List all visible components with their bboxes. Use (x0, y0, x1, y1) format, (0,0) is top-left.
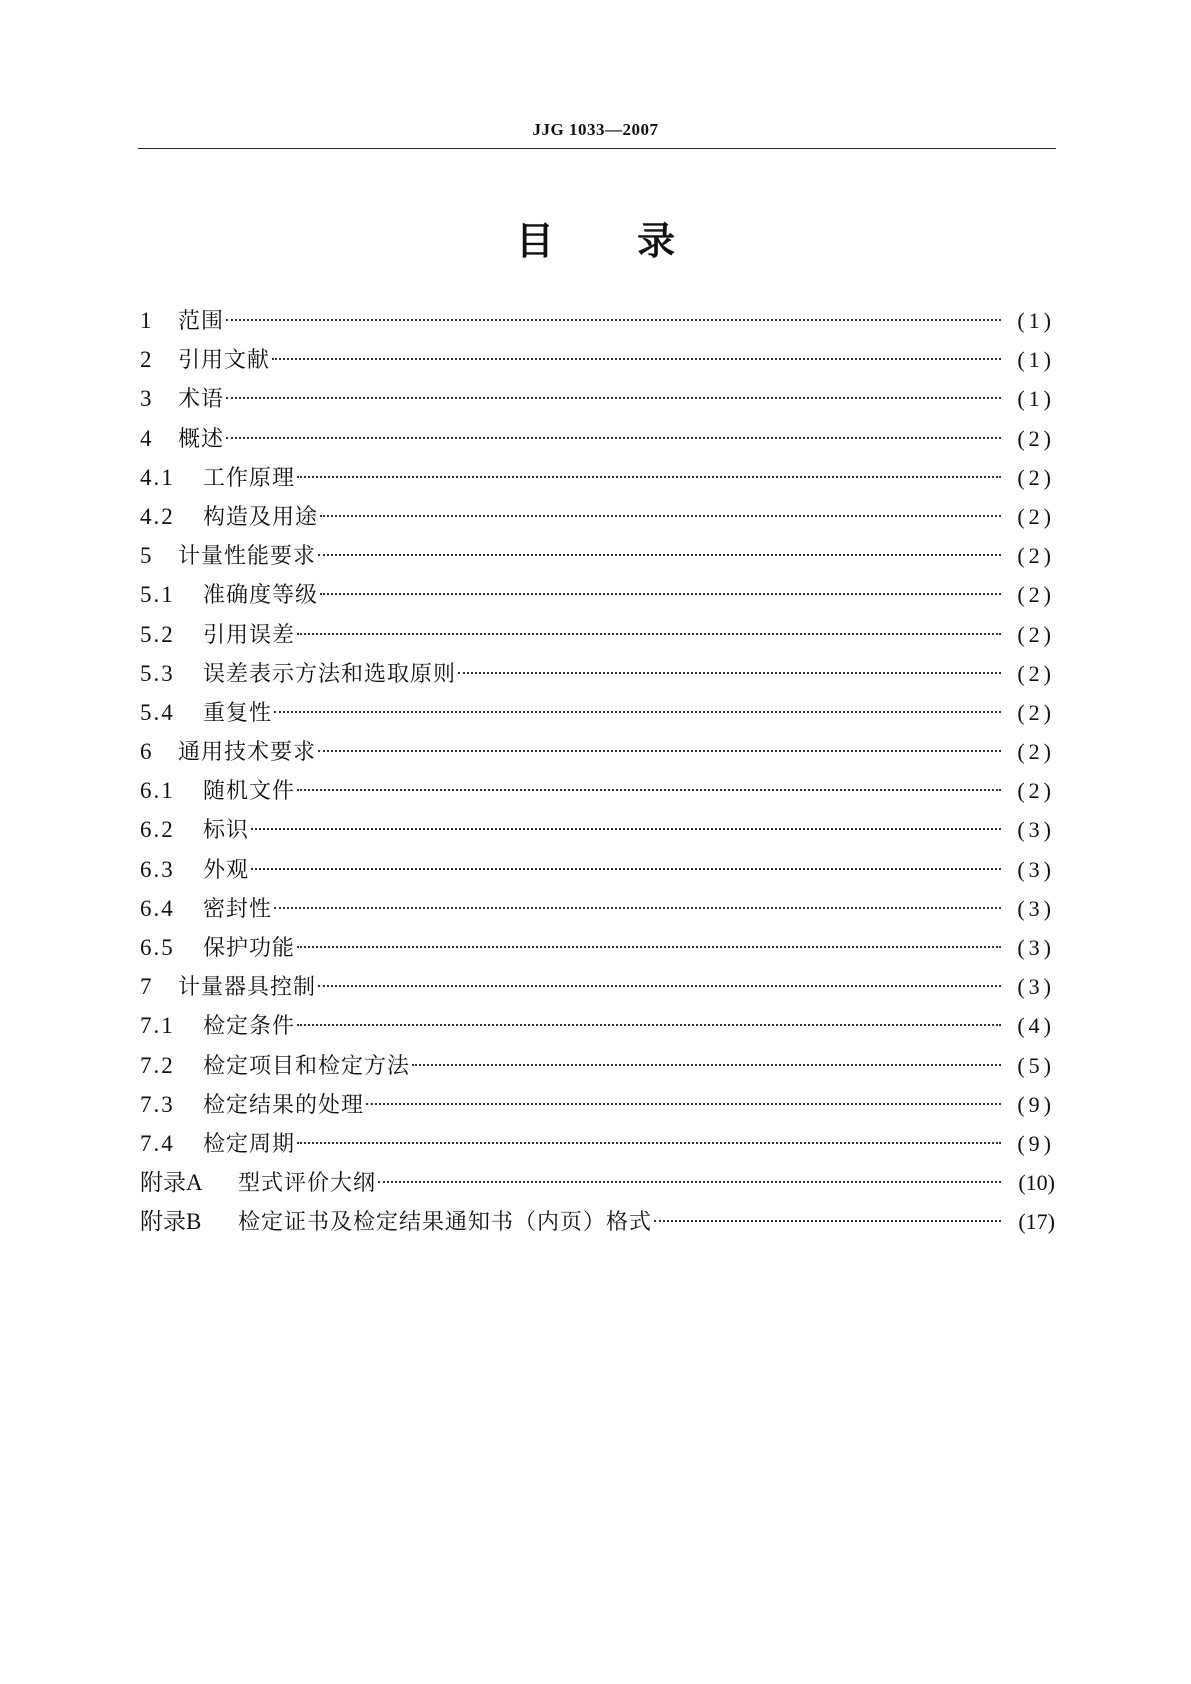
toc-entry[interactable] (140, 654, 1055, 693)
toc-dot-leader (412, 1064, 1001, 1066)
toc-dot-leader (272, 358, 1001, 360)
toc-entry[interactable] (140, 1085, 1055, 1124)
toc-entry-title: 计量性能要求 (178, 544, 317, 570)
toc-entry-number: 7 (140, 974, 154, 1000)
toc-entry-title: 引用误差 (203, 622, 296, 648)
toc-dot-leader (297, 633, 1001, 635)
toc-entry-title: 型式评价大纲 (238, 1171, 377, 1197)
toc-entry-number: 7.4 (140, 1130, 175, 1156)
toc-entry-title: 保护功能 (203, 936, 296, 961)
toc-dot-leader (320, 593, 1001, 595)
toc-dot-leader (297, 789, 1001, 791)
toc-entry-page: (1) (1017, 386, 1055, 412)
toc-entry-title: 检定证书及检定结果通知书（内页）格式 (238, 1210, 653, 1236)
toc-entry[interactable] (140, 928, 1055, 967)
toc-dot-leader (297, 946, 1001, 948)
toc-entry-page: (2) (1017, 464, 1055, 490)
toc-dot-leader (378, 1181, 1001, 1183)
toc-entry[interactable] (140, 693, 1055, 732)
toc-entry-number: 5.1 (140, 582, 175, 608)
toc-entry-page: (5) (1017, 1052, 1055, 1078)
toc-entry-number: 7.2 (140, 1052, 175, 1078)
toc-entry-number: 5 (140, 543, 154, 569)
toc-entry-title: 标识 (203, 818, 250, 844)
toc-entry-page: (9) (1017, 1091, 1055, 1117)
toc-entry-title: 引用文献 (178, 348, 271, 374)
toc-entry[interactable] (140, 1006, 1055, 1045)
toc-entry-title: 通用技术要求 (178, 740, 317, 766)
toc-entry-number: 6.2 (140, 817, 175, 843)
toc-entry-page: (2) (1017, 621, 1055, 647)
toc-dot-leader (318, 554, 1001, 556)
toc-entry[interactable] (140, 497, 1055, 536)
toc-entry-number: 附录B (140, 1209, 202, 1235)
toc-entry-page: (9) (1017, 1130, 1055, 1156)
toc-entry-title: 工作原理 (203, 465, 296, 491)
toc-entry[interactable] (140, 536, 1055, 575)
toc-entry-number: 1 (140, 308, 154, 333)
toc-entry[interactable] (140, 1202, 1055, 1241)
toc-entry-title: 密封性 (203, 896, 273, 922)
toc-entry-page: (2) (1017, 699, 1055, 725)
table-of-contents (140, 301, 1055, 1242)
toc-entry[interactable] (140, 301, 1055, 340)
toc-entry-number: 6.3 (140, 856, 175, 882)
toc-entry-title: 检定条件 (203, 1014, 296, 1040)
toc-entry-number: 4 (140, 425, 154, 451)
toc-entry-number: 附录A (140, 1170, 203, 1196)
toc-entry[interactable] (140, 458, 1055, 497)
toc-entry-page: (4) (1017, 1013, 1055, 1039)
toc-entry-number: 6.4 (140, 895, 175, 921)
toc-entry[interactable] (140, 889, 1055, 928)
toc-dot-leader (654, 1220, 1001, 1222)
toc-entry-page: (3) (1017, 935, 1055, 960)
toc-dot-leader (251, 868, 1001, 870)
toc-entry-number: 5.4 (140, 699, 175, 725)
toc-entry[interactable] (140, 419, 1055, 458)
toc-entry[interactable] (140, 1124, 1055, 1163)
toc-entry-page: (3) (1017, 856, 1055, 882)
toc-entry-title: 准确度等级 (203, 583, 319, 609)
toc-entry-title: 构造及用途 (203, 504, 319, 530)
toc-dot-leader (318, 750, 1001, 752)
toc-entry-page: (3) (1017, 974, 1055, 1000)
toc-entry[interactable] (140, 1046, 1055, 1085)
toc-entry[interactable] (140, 1163, 1055, 1202)
toc-entry[interactable] (140, 340, 1055, 379)
toc-entry-page: (3) (1017, 895, 1055, 921)
toc-entry-number: 6.1 (140, 778, 175, 804)
toc-entry-number: 2 (140, 347, 154, 373)
toc-entry-page: (2) (1017, 582, 1055, 608)
toc-entry-page: (1) (1017, 308, 1055, 333)
toc-entry[interactable] (140, 850, 1055, 889)
toc-dot-leader (297, 476, 1001, 478)
toc-entry-number: 4.2 (140, 503, 175, 529)
toc-entry-title: 概述 (178, 426, 225, 452)
toc-entry-number: 4.1 (140, 464, 175, 490)
toc-dot-leader (274, 711, 1001, 713)
toc-entry-title: 检定结果的处理 (203, 1092, 365, 1118)
toc-entry[interactable] (140, 771, 1055, 810)
toc-entry-title: 检定周期 (203, 1131, 296, 1157)
toc-entry-number: 5.3 (140, 660, 175, 686)
toc-dot-leader (297, 1024, 1001, 1026)
toc-entry-page: (2) (1017, 425, 1055, 451)
toc-entry-title: 误差表示方法和选取原则 (203, 661, 457, 687)
toc-entry-title: 检定项目和检定方法 (203, 1053, 411, 1079)
toc-entry-number: 6.5 (140, 935, 175, 960)
toc-entry-page: (2) (1017, 543, 1055, 569)
toc-entry-page: (17) (1018, 1209, 1055, 1235)
toc-entry[interactable] (140, 615, 1055, 654)
toc-entry-page: (3) (1017, 817, 1055, 843)
toc-entry-title: 范围 (178, 309, 225, 334)
toc-entry-page: (2) (1017, 503, 1055, 529)
toc-entry-page: (2) (1017, 660, 1055, 686)
toc-entry-page: (1) (1017, 347, 1055, 373)
toc-entry-title: 外观 (203, 857, 250, 883)
toc-entry-number: 7.1 (140, 1013, 175, 1039)
toc-dot-leader (226, 319, 1001, 321)
toc-dot-leader (251, 828, 1001, 830)
toc-entry-page: (10) (1018, 1170, 1055, 1196)
toc-dot-leader (458, 672, 1001, 674)
toc-dot-leader (274, 907, 1001, 909)
toc-entry[interactable] (140, 967, 1055, 1006)
toc-entry-page: (2) (1017, 778, 1055, 804)
toc-entry[interactable] (140, 379, 1055, 418)
toc-entry[interactable] (140, 810, 1055, 849)
toc-entry-number: 5.2 (140, 621, 175, 647)
toc-entry[interactable] (140, 575, 1055, 614)
toc-entry-page: (2) (1017, 739, 1055, 765)
toc-dot-leader (366, 1103, 1001, 1105)
toc-dot-leader (320, 515, 1001, 517)
toc-entry-title: 计量器具控制 (178, 975, 317, 1001)
toc-entry-title: 随机文件 (203, 779, 296, 805)
toc-entry-number: 3 (140, 386, 154, 412)
toc-entry-title: 重复性 (203, 700, 273, 726)
toc-dot-leader (226, 397, 1001, 399)
toc-dot-leader (318, 985, 1001, 987)
toc-dot-leader (297, 1142, 1001, 1144)
header-rule (138, 148, 1056, 149)
toc-dot-leader (226, 437, 1001, 439)
toc-entry-number: 6 (140, 739, 154, 765)
toc-entry-title: 术语 (178, 387, 225, 413)
toc-entry-number: 7.3 (140, 1091, 175, 1117)
page-title: 目 录 (515, 219, 676, 263)
document-code: JJG 1033—2007 (532, 120, 659, 139)
toc-entry[interactable] (140, 732, 1055, 771)
